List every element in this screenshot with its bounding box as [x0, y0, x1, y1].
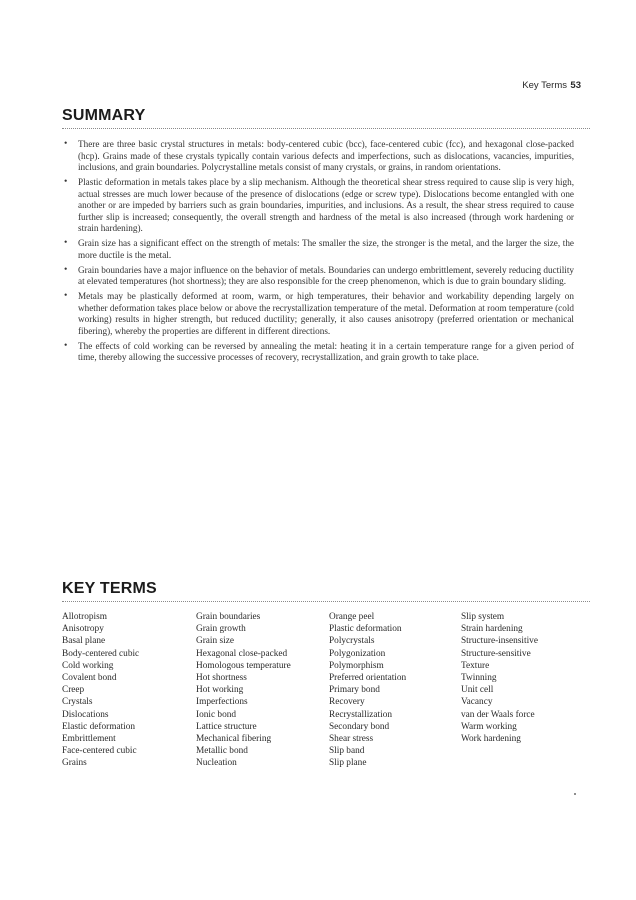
- summary-item: [62, 265, 574, 288]
- key-term: Grains: [62, 758, 87, 769]
- key-term: Grain size: [196, 636, 234, 647]
- bullet-icon: •: [64, 177, 68, 187]
- key-term: Face-centered cubic: [62, 746, 137, 757]
- key-terms-column-2: [196, 611, 291, 770]
- key-terms-column-3: [329, 611, 406, 770]
- bullet-icon: •: [64, 238, 68, 248]
- key-term: Unit cell: [461, 685, 494, 696]
- summary-item: [62, 238, 574, 261]
- key-term: Allotropism: [62, 612, 107, 622]
- key-term: Hexagonal close-packed: [196, 648, 288, 659]
- running-head: [0, 80, 636, 94]
- key-term: Basal plane: [62, 636, 106, 647]
- summary-item-text: The effects of cold working can be reversed by annealing the metal: heating it in a certain temperature range for a given period of time, thereby allowing the successive processes of recovery, recrystallization, and grain growth to take place.: [78, 340, 574, 362]
- key-term: Grain growth: [196, 624, 246, 635]
- summary-item-text: Grain size has a significant effect on the strength of metals: The smaller the size, the stronger is the metal, and the larger the size, the more ductile is the metal.: [78, 238, 574, 260]
- key-term: Elastic deformation: [62, 721, 136, 732]
- key-terms-section-heading: [62, 580, 590, 602]
- summary-item: [62, 139, 574, 174]
- summary-section-heading: [62, 107, 590, 129]
- key-term: Preferred orientation: [329, 673, 407, 684]
- key-term: van der Waals force: [461, 709, 535, 720]
- key-term: Cold working: [62, 660, 114, 671]
- key-term: Dislocations: [62, 709, 109, 720]
- key-term: Slip plane: [329, 758, 367, 769]
- page-number: 53: [570, 80, 581, 91]
- summary-item-text: Grain boundaries have a major influence on the behavior of metals. Boundaries can undergo embrittlement, severely reducing ductility at elevated temperatures (hot shortness); they are also responsible for the creep phenomenon, which is due to grain boundary sliding.: [78, 264, 574, 286]
- running-head-title: Key Terms: [522, 80, 567, 91]
- key-term: Recovery: [329, 697, 365, 708]
- key-term: Twinning: [461, 673, 497, 684]
- summary-item-text: There are three basic crystal structures in metals: body-centered cubic (bcc), face-centered cubic (fcc), and hexagonal close-packed (hcp). Grains made of these crystals typically contain various defects and imperfections, such as dislocations, vacancies, impurities, inclusions, and grain boundaries. Polycrystalline metals consist of many crystals, or grains, in random orientations.: [78, 139, 574, 172]
- key-term: Slip band: [329, 746, 365, 757]
- key-term: Hot working: [196, 685, 244, 696]
- bullet-icon: •: [64, 291, 68, 301]
- key-term: Secondary bond: [329, 721, 390, 732]
- bullet-icon: •: [64, 264, 68, 275]
- key-term: Ionic bond: [196, 709, 237, 720]
- key-term: Lattice structure: [196, 721, 257, 732]
- key-term: Homologous temperature: [196, 660, 291, 671]
- key-term: Structure-sensitive: [461, 648, 531, 659]
- key-term: Polymorphism: [329, 660, 384, 671]
- key-term: Mechanical fibering: [196, 734, 272, 745]
- summary-item-text: Plastic deformation in metals takes place by a slip mechanism. Although the theoretical shear stress required to cause slip is very high, actual stresses are much lower because of the presence of dislocations (edge or screw type). Dislocations become entangled with one another or are impeded by barriers such as grain boundaries, impurities, and inclusions. As a result, the shear stress required to cause further slip is increased; consequently, the overall strength and hardness of the metal is also increased (through work hardening or strain hardening).: [78, 177, 574, 233]
- key-term: Vacancy: [461, 697, 493, 708]
- summary-item: [62, 291, 574, 337]
- summary-item: [62, 177, 574, 235]
- key-term: Polygonization: [329, 648, 386, 659]
- summary-heading-text: SUMMARY: [62, 107, 146, 124]
- key-term: Structure-insensitive: [461, 636, 538, 647]
- key-term: Strain hardening: [461, 624, 523, 635]
- key-term: Recrystallization: [329, 709, 392, 720]
- key-terms-heading-text: KEY TERMS: [62, 580, 157, 597]
- key-term: Imperfections: [196, 697, 248, 708]
- key-terms-column-4: [461, 611, 538, 745]
- bullet-icon: •: [64, 139, 68, 149]
- key-term: Grain boundaries: [196, 612, 261, 622]
- key-term: Warm working: [461, 721, 517, 732]
- scan-speck: [574, 793, 576, 795]
- key-term: Anisotropy: [62, 624, 104, 635]
- key-term: Plastic deformation: [329, 624, 402, 635]
- key-term: Covalent bond: [62, 673, 117, 684]
- key-term: Crystals: [62, 697, 93, 708]
- key-terms-column-1: [62, 611, 139, 770]
- key-term: Hot shortness: [196, 673, 247, 684]
- summary-item: [62, 341, 574, 364]
- key-term: Metallic bond: [196, 746, 248, 757]
- key-term: Body-centered cubic: [62, 648, 140, 659]
- summary-item-text: Metals may be plastically deformed at room, warm, or high temperatures, their behavior and workability depending largely on whether deformation takes place below or above the recrystallization temperature of the metal. Deformation at room temperature (cold working) results in higher strength, but reduced ductility; generally, it also causes anisotropy (preferred orientation or mechanical fibering), whereby the properties are different in different directions.: [78, 291, 574, 336]
- summary-list: [62, 139, 574, 367]
- summary-heading-rule: [62, 128, 590, 129]
- bullet-icon: •: [64, 340, 68, 351]
- key-term: Shear stress: [329, 734, 374, 745]
- key-term: Slip system: [461, 612, 505, 622]
- key-term: Nucleation: [196, 758, 237, 769]
- key-term: Work hardening: [461, 734, 521, 745]
- key-term: Embrittlement: [62, 734, 116, 745]
- key-terms-heading-rule: [62, 601, 590, 602]
- key-term: Polycrystals: [329, 636, 375, 647]
- key-term: Texture: [461, 660, 490, 671]
- key-terms-grid: [62, 611, 588, 779]
- key-term: Orange peel: [329, 612, 375, 622]
- key-term: Primary bond: [329, 685, 380, 696]
- key-term: Creep: [62, 685, 85, 696]
